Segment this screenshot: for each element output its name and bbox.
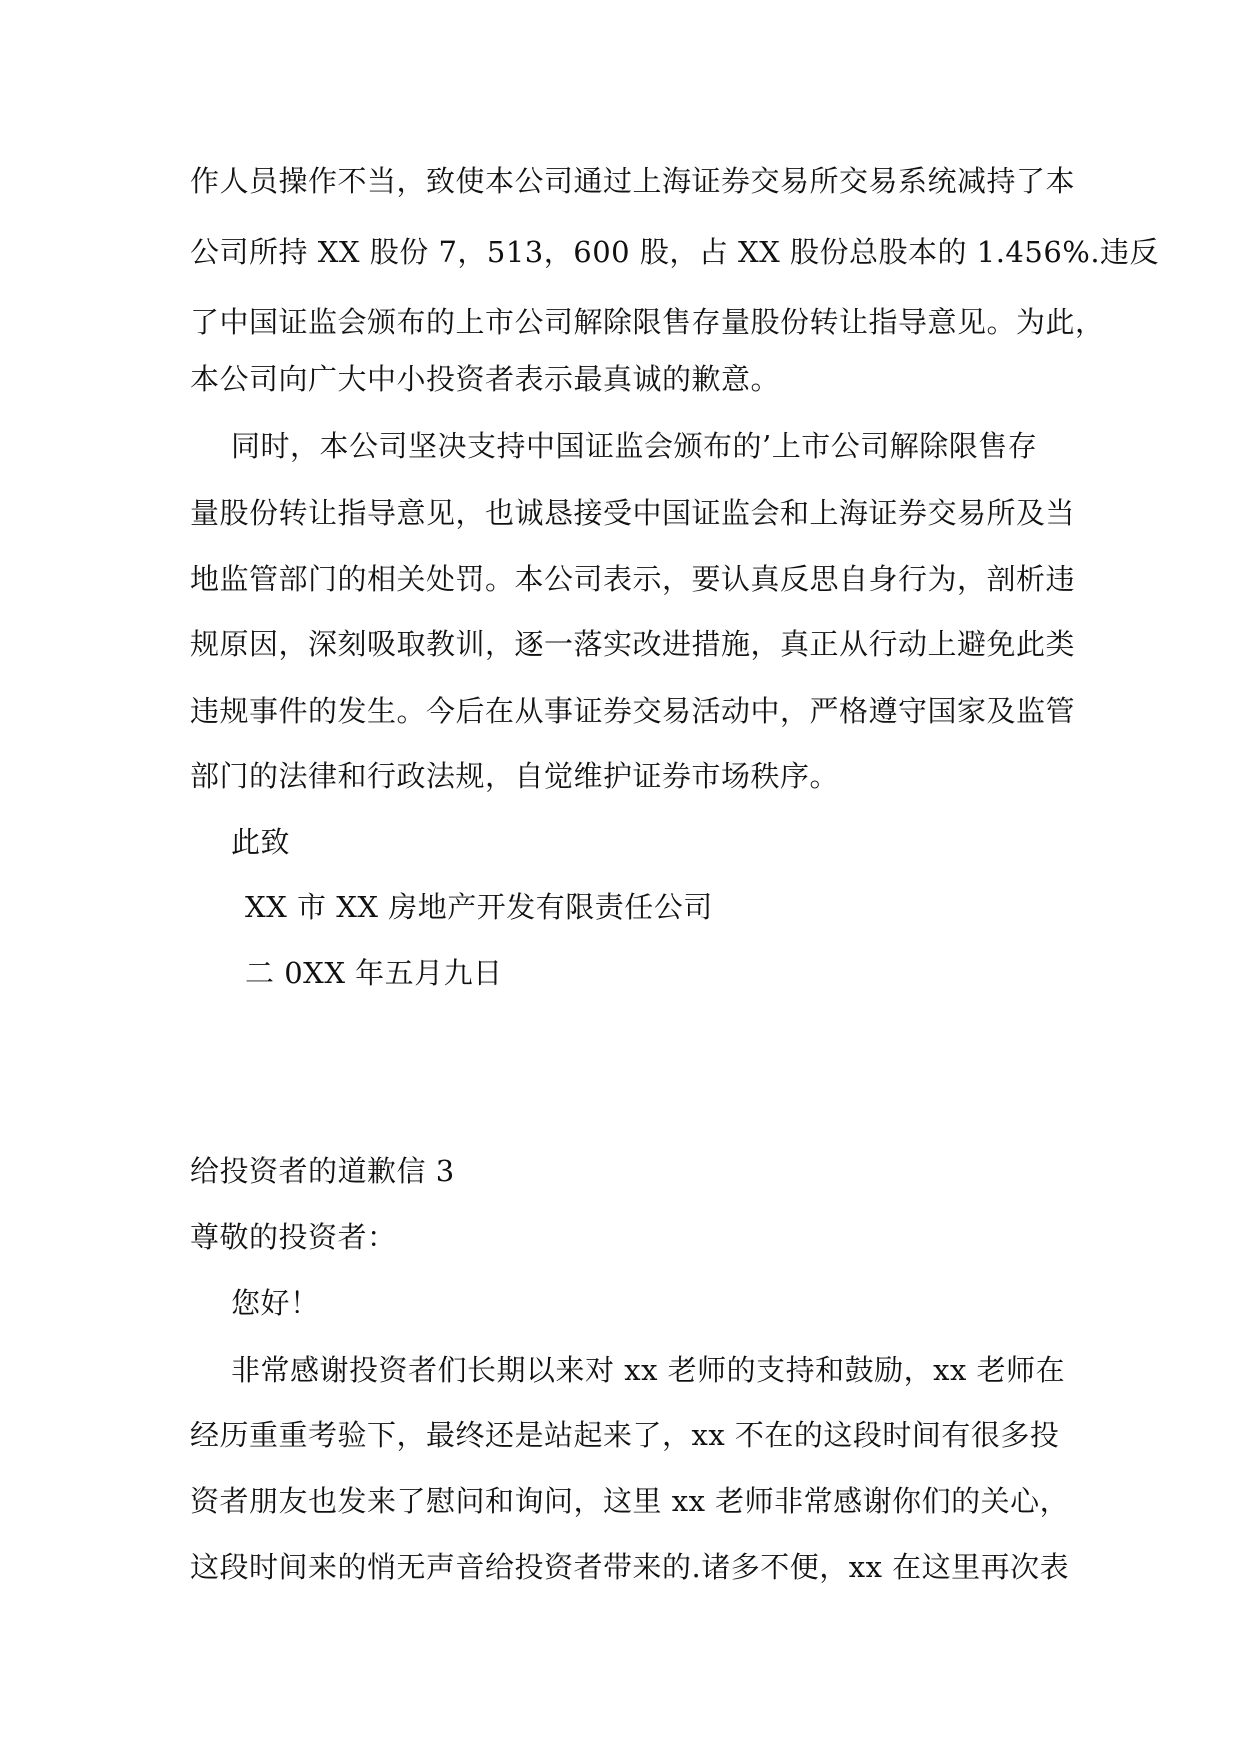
body-text-line: 量股份转让指导意见，也诚恳接受中国证监会和上海证券交易所及当 bbox=[190, 496, 1076, 530]
body-text-line: 同时，本公司坚决支持中国证监会颁布的’上市公司解除限售存 bbox=[231, 429, 1038, 463]
body-text-line: 经历重重考验下，最终还是站起来了，xx 不在的这段时间有很多投 bbox=[190, 1418, 1060, 1452]
greeting: 您好！ bbox=[231, 1286, 320, 1320]
body-text-line: 作人员操作不当，致使本公司通过上海证券交易所交易系统减持了本 bbox=[190, 164, 1076, 198]
closing-text: 此致 bbox=[231, 825, 291, 859]
signature-company: XX 市 XX 房地产开发有限责任公司 bbox=[245, 890, 713, 924]
body-text-line: 部门的法律和行政法规，自觉维护证券市场秩序。 bbox=[190, 759, 840, 793]
signature-date: 二 0XX 年五月九日 bbox=[245, 956, 503, 990]
body-text-line: 了中国证监会颁布的上市公司解除限售存量股份转让指导意见。为此， bbox=[190, 305, 1105, 339]
body-text-line: 非常感谢投资者们长期以来对 xx 老师的支持和鼓励，xx 老师在 bbox=[231, 1353, 1066, 1387]
body-text-line: 本公司向广大中小投资者表示最真诚的歉意。 bbox=[190, 362, 781, 396]
body-text-line: 规原因，深刻吸取教训，逐一落实改进措施，真正从行动上避免此类 bbox=[190, 627, 1076, 661]
body-text-line: 违规事件的发生。今后在从事证券交易活动中，严格遵守国家及监管 bbox=[190, 694, 1076, 728]
body-text-line: 资者朋友也发来了慰问和询问，这里 xx 老师非常感谢你们的关心， bbox=[190, 1484, 1070, 1518]
salutation: 尊敬的投资者： bbox=[190, 1220, 397, 1254]
body-text-line: 这段时间来的悄无声音给投资者带来的.诸多不便，xx 在这里再次表 bbox=[190, 1550, 1070, 1584]
body-text-line: 地监管部门的相关处罚。本公司表示，要认真反思自身行为，剖析违 bbox=[190, 562, 1076, 596]
section-heading: 给投资者的道歉信 3 bbox=[190, 1154, 455, 1188]
body-text-line: 公司所持 XX 股份 7，513，600 股，占 XX 股份总股本的 1.456%.违反 bbox=[190, 235, 1160, 269]
